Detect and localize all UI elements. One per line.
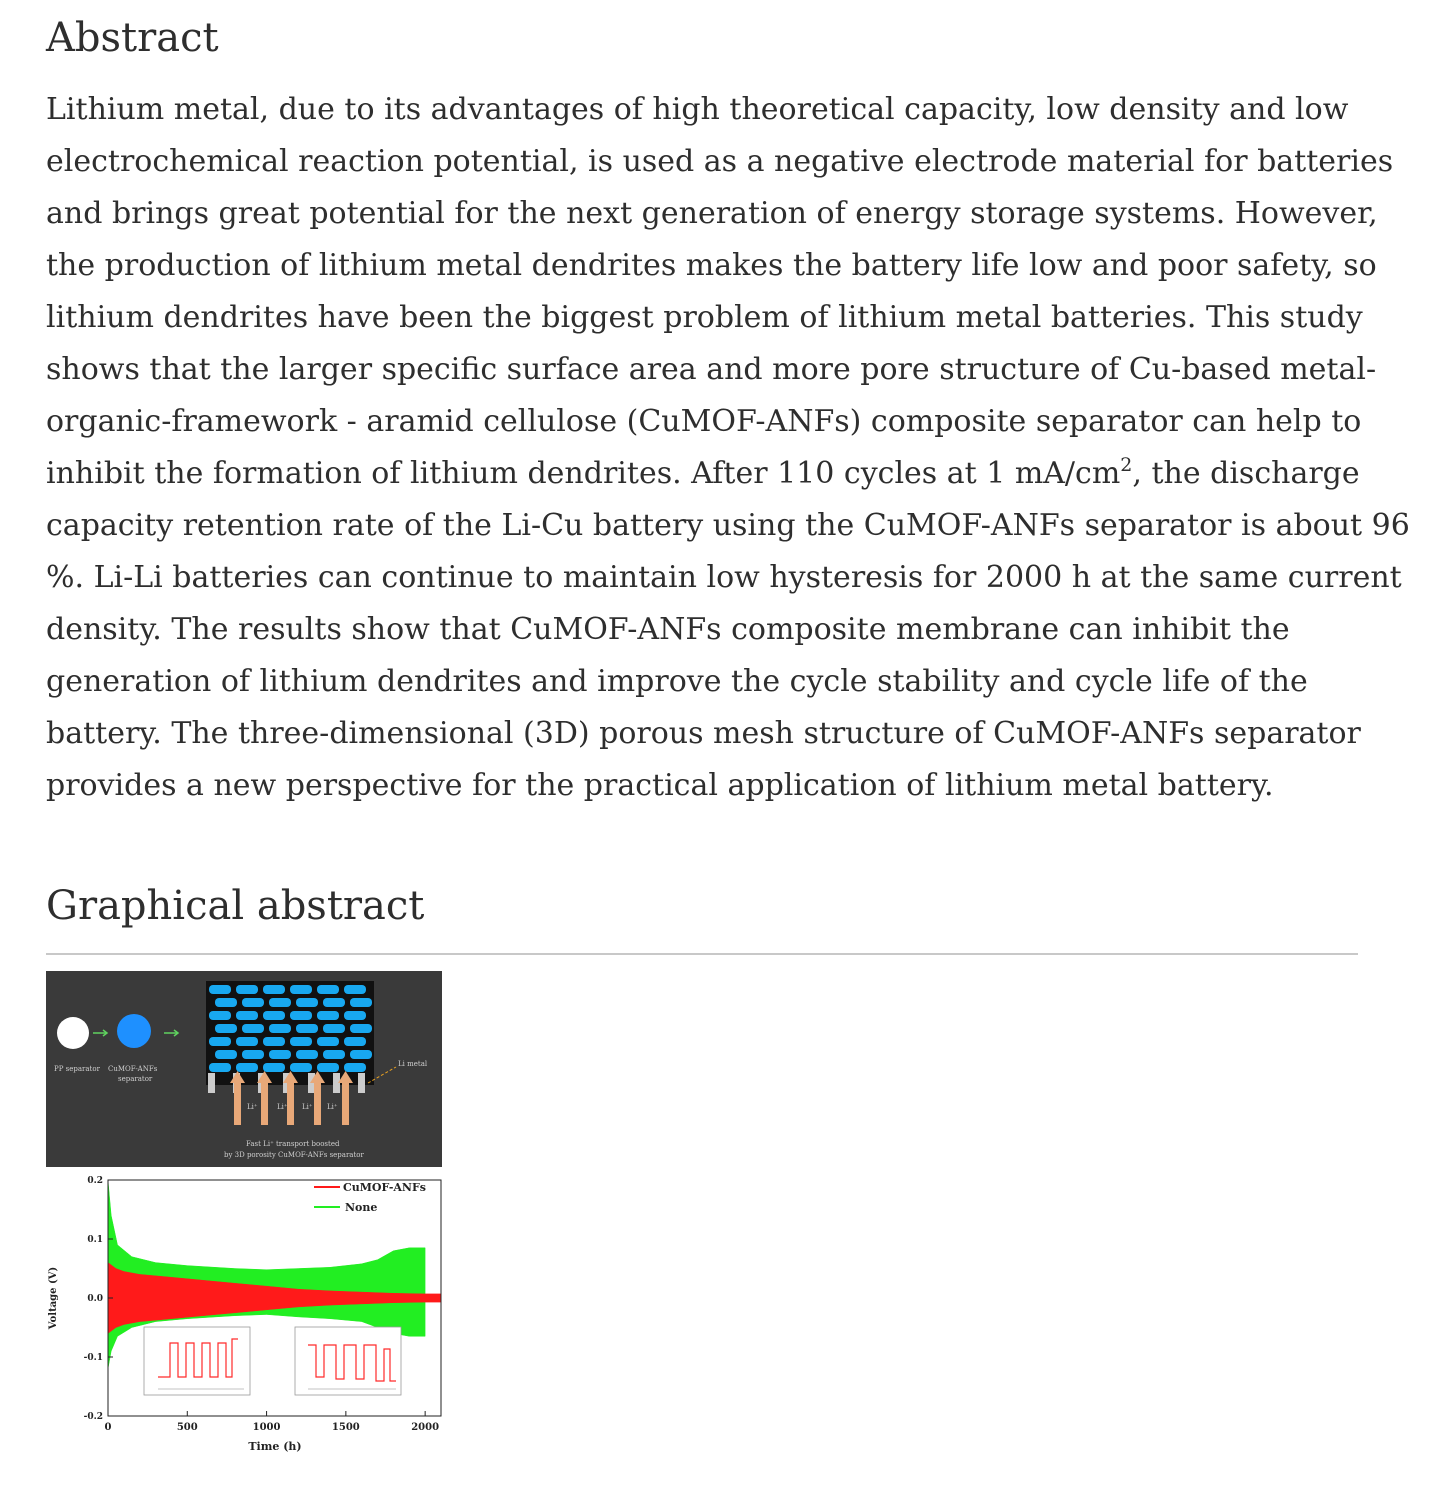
mesh-cell bbox=[296, 1050, 318, 1059]
abstract-text bbox=[46, 84, 1410, 812]
mesh-cell bbox=[236, 1011, 258, 1020]
mesh-cell bbox=[323, 998, 345, 1007]
abstract-line: generation of lithium dendrites and improve the cycle stability and cycle life of the bbox=[46, 664, 1308, 699]
mesh-cell bbox=[350, 1024, 372, 1033]
mesh-cell bbox=[236, 1037, 258, 1046]
mesh-cell bbox=[242, 1024, 264, 1033]
mesh-cell bbox=[215, 1050, 237, 1059]
mesh-cell bbox=[344, 1037, 366, 1046]
legend-label-none: None bbox=[345, 1201, 378, 1214]
mesh-cell bbox=[242, 998, 264, 1007]
x-tick-label: 500 bbox=[176, 1422, 198, 1433]
abstract-line: Lithium metal, due to its advantages of high theoretical capacity, low density and low bbox=[46, 92, 1349, 127]
abstract-heading: Abstract bbox=[46, 15, 219, 61]
cumof-label-1: CuMOF-ANFs bbox=[108, 1065, 158, 1073]
mesh-cell bbox=[236, 1063, 258, 1072]
y-axis-label: Voltage (V) bbox=[48, 1266, 59, 1330]
graphical-abstract-heading: Graphical abstract bbox=[46, 883, 425, 929]
schematic-caption-2: by 3D porosity CuMOF-ANFs separator bbox=[224, 1151, 364, 1159]
li-metal-label: Li metal bbox=[398, 1060, 428, 1068]
mesh-cell bbox=[263, 1011, 285, 1020]
schematic-caption-1: Fast Li⁺ transport boosted bbox=[246, 1140, 340, 1148]
li-ion-arrow-shaft bbox=[342, 1079, 349, 1125]
mesh-cell bbox=[263, 1037, 285, 1046]
abstract-line: and brings great potential for the next generation of energy storage systems. However, bbox=[46, 196, 1378, 231]
mesh-cell bbox=[263, 1063, 285, 1072]
y-tick-label: 0.2 bbox=[87, 1176, 103, 1186]
electrode-post bbox=[208, 1073, 215, 1093]
legend-label-cumof: CuMOF-ANFs bbox=[343, 1181, 426, 1194]
section-divider bbox=[46, 953, 1358, 955]
electrode-post bbox=[358, 1073, 365, 1093]
mesh-cell bbox=[317, 1037, 339, 1046]
mesh-cell bbox=[350, 1050, 372, 1059]
abstract-line: battery. The three-dimensional (3D) porous mesh structure of CuMOF-ANFs separator bbox=[46, 716, 1361, 751]
voltage-chart-svg bbox=[46, 1167, 442, 1471]
li-ion-arrow-shaft bbox=[261, 1079, 268, 1125]
mesh-cell bbox=[317, 1011, 339, 1020]
cumof-label-2: separator bbox=[118, 1075, 153, 1083]
mesh-cell bbox=[290, 985, 312, 994]
y-tick-label: -0.2 bbox=[83, 1412, 103, 1422]
mesh-cell bbox=[344, 1011, 366, 1020]
li-ion-arrow-shaft bbox=[314, 1079, 321, 1125]
separator-schematic bbox=[46, 971, 442, 1167]
x-tick-label: 1500 bbox=[331, 1422, 360, 1433]
abstract-line-with-superscript bbox=[46, 448, 1360, 500]
li-ion-label: Li⁺ bbox=[327, 1103, 338, 1111]
abstract-line: %. Li-Li batteries can continue to maintain low hysteresis for 2000 h at the same current bbox=[46, 560, 1402, 595]
mesh-cell bbox=[317, 1063, 339, 1072]
abstract-line: provides a new perspective for the practical application of lithium metal battery. bbox=[46, 768, 1274, 803]
mesh-cell bbox=[236, 985, 258, 994]
mesh-cell bbox=[317, 985, 339, 994]
y-tick-label: -0.1 bbox=[83, 1353, 103, 1363]
x-axis-label: Time (h) bbox=[248, 1440, 302, 1453]
mesh-cell bbox=[269, 1050, 291, 1059]
mesh-cell bbox=[344, 1063, 366, 1072]
mesh-cell bbox=[209, 985, 231, 994]
abstract-line: electrochemical reaction potential, is used as a negative electrode material for batteries bbox=[46, 144, 1394, 179]
li-ion-label: Li⁺ bbox=[302, 1103, 313, 1111]
x-tick-label: 2000 bbox=[411, 1422, 440, 1433]
mesh-cell bbox=[263, 985, 285, 994]
mesh-cell bbox=[269, 998, 291, 1007]
pp-separator-circle bbox=[57, 1017, 89, 1049]
graphical-abstract-figure[interactable] bbox=[46, 971, 442, 1471]
mesh-cell bbox=[290, 1037, 312, 1046]
mesh-cell bbox=[296, 998, 318, 1007]
li-ion-arrow-shaft bbox=[234, 1079, 241, 1125]
mesh-cell bbox=[290, 1063, 312, 1072]
schematic-svg bbox=[46, 971, 442, 1167]
cumof-separator-circle bbox=[117, 1014, 151, 1048]
y-tick-label: 0.1 bbox=[87, 1235, 103, 1245]
mesh-cell bbox=[323, 1024, 345, 1033]
mesh-cell bbox=[242, 1050, 264, 1059]
abstract-line: shows that the larger specific surface area and more pore structure of Cu-based metal- bbox=[46, 352, 1377, 387]
superscript: 2 bbox=[1120, 454, 1133, 476]
y-tick-label: 0.0 bbox=[87, 1294, 103, 1304]
mesh-cell bbox=[215, 1024, 237, 1033]
abstract-line: capacity retention rate of the Li-Cu battery using the CuMOF-ANFs separator is about 96 bbox=[46, 508, 1410, 543]
abstract-line: organic-framework - aramid cellulose (CuMOF-ANFs) composite separator can help to bbox=[46, 404, 1362, 439]
pp-separator-label: PP separator bbox=[54, 1065, 100, 1073]
inset-left bbox=[144, 1327, 250, 1395]
mesh-cell bbox=[209, 1037, 231, 1046]
abstract-line-part: , the discharge bbox=[1132, 456, 1360, 491]
mesh-cell bbox=[323, 1050, 345, 1059]
mesh-cell bbox=[269, 1024, 291, 1033]
abstract-line: lithium dendrites have been the biggest problem of lithium metal batteries. This study bbox=[46, 300, 1363, 335]
mesh-cell bbox=[209, 1011, 231, 1020]
mesh-cell bbox=[350, 998, 372, 1007]
mesh-cell bbox=[344, 985, 366, 994]
x-tick-label: 0 bbox=[104, 1422, 112, 1433]
x-tick-label: 1000 bbox=[252, 1422, 281, 1433]
mesh-cell bbox=[290, 1011, 312, 1020]
abstract-line-part: inhibit the formation of lithium dendrites. After 110 cycles at 1 mA/cm bbox=[46, 456, 1121, 491]
inset-right bbox=[295, 1327, 401, 1395]
mesh-cell bbox=[209, 1063, 231, 1072]
li-ion-label: Li⁺ bbox=[277, 1103, 288, 1111]
abstract-line: the production of lithium metal dendrites makes the battery life low and poor safety, so bbox=[46, 248, 1377, 283]
mesh-cell bbox=[215, 998, 237, 1007]
mesh-cell bbox=[296, 1024, 318, 1033]
li-ion-label: Li⁺ bbox=[247, 1103, 258, 1111]
chart-legend bbox=[314, 1181, 426, 1214]
abstract-line: density. The results show that CuMOF-ANFs composite membrane can inhibit the bbox=[46, 612, 1290, 647]
voltage-chart bbox=[46, 1167, 442, 1471]
li-ion-arrow-shaft bbox=[287, 1079, 294, 1125]
